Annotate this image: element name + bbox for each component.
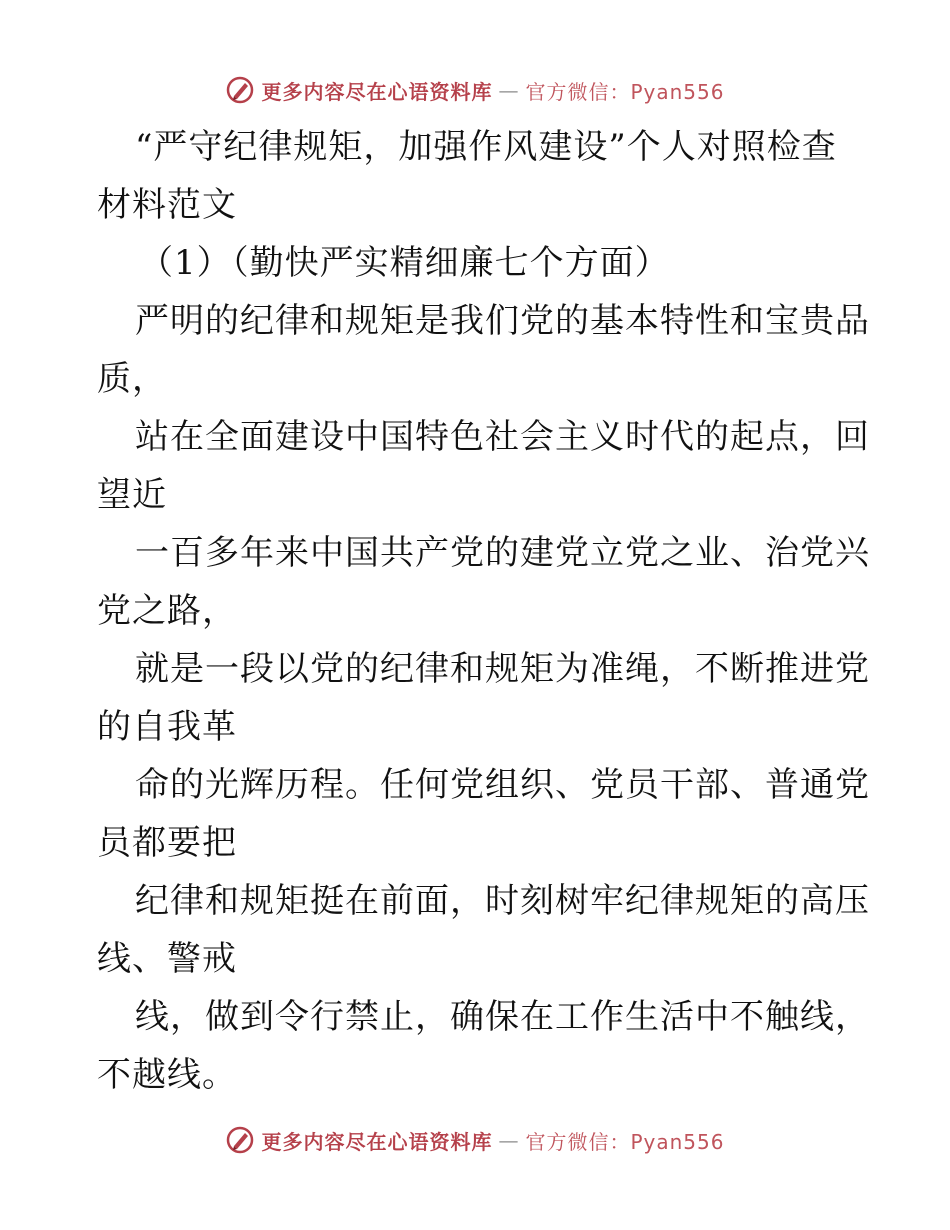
footer-watermark xyxy=(0,1120,950,1160)
pen-seal-icon xyxy=(225,75,255,105)
watermark-wechat: 官方微信：Pyan556 xyxy=(525,79,725,104)
paragraph-line: 质， xyxy=(97,359,167,399)
watermark-dash: — xyxy=(498,78,520,102)
paragraph-line: 的自我革 xyxy=(97,707,237,747)
watermark-text: 更多内容尽在心语资料库 xyxy=(261,79,493,104)
watermark-dash: — xyxy=(498,1128,520,1152)
paragraph-line: 党之路， xyxy=(97,591,237,631)
paragraph-line: 严明的纪律和规矩是我们党的基本特性和宝贵品 xyxy=(135,301,870,341)
document-body xyxy=(97,118,870,1104)
document-title-line-1: “严守纪律规矩，加强作风建设”个人对照检查 xyxy=(135,127,837,167)
paragraph-line: 员都要把 xyxy=(97,823,237,863)
paragraph-line: 就是一段以党的纪律和规矩为准绳，不断推进党 xyxy=(135,649,870,689)
header-watermark xyxy=(0,70,950,110)
paragraph-line: 望近 xyxy=(97,475,167,515)
paragraph-line: 纪律和规矩挺在前面，时刻树牢纪律规矩的高压 xyxy=(135,881,870,921)
paragraph-line: 不越线。 xyxy=(97,1055,237,1095)
paragraph-line: 线、警戒 xyxy=(97,939,237,979)
watermark-text: 更多内容尽在心语资料库 xyxy=(261,1129,493,1154)
paragraph-line: 线，做到令行禁止，确保在工作生活中不触线， xyxy=(135,997,870,1037)
paragraph-line: 站在全面建设中国特色社会主义时代的起点，回 xyxy=(135,417,870,457)
paragraph-line: 命的光辉历程。任何党组织、党员干部、普通党 xyxy=(135,765,870,805)
document-subtitle: （1）（勤快严实精细廉七个方面） xyxy=(139,243,670,283)
watermark-wechat: 官方微信：Pyan556 xyxy=(525,1129,725,1154)
pen-seal-icon xyxy=(225,1125,255,1155)
document-title-line-2: 材料范文 xyxy=(97,185,237,225)
paragraph-line: 一百多年来中国共产党的建党立党之业、治党兴 xyxy=(135,533,870,573)
